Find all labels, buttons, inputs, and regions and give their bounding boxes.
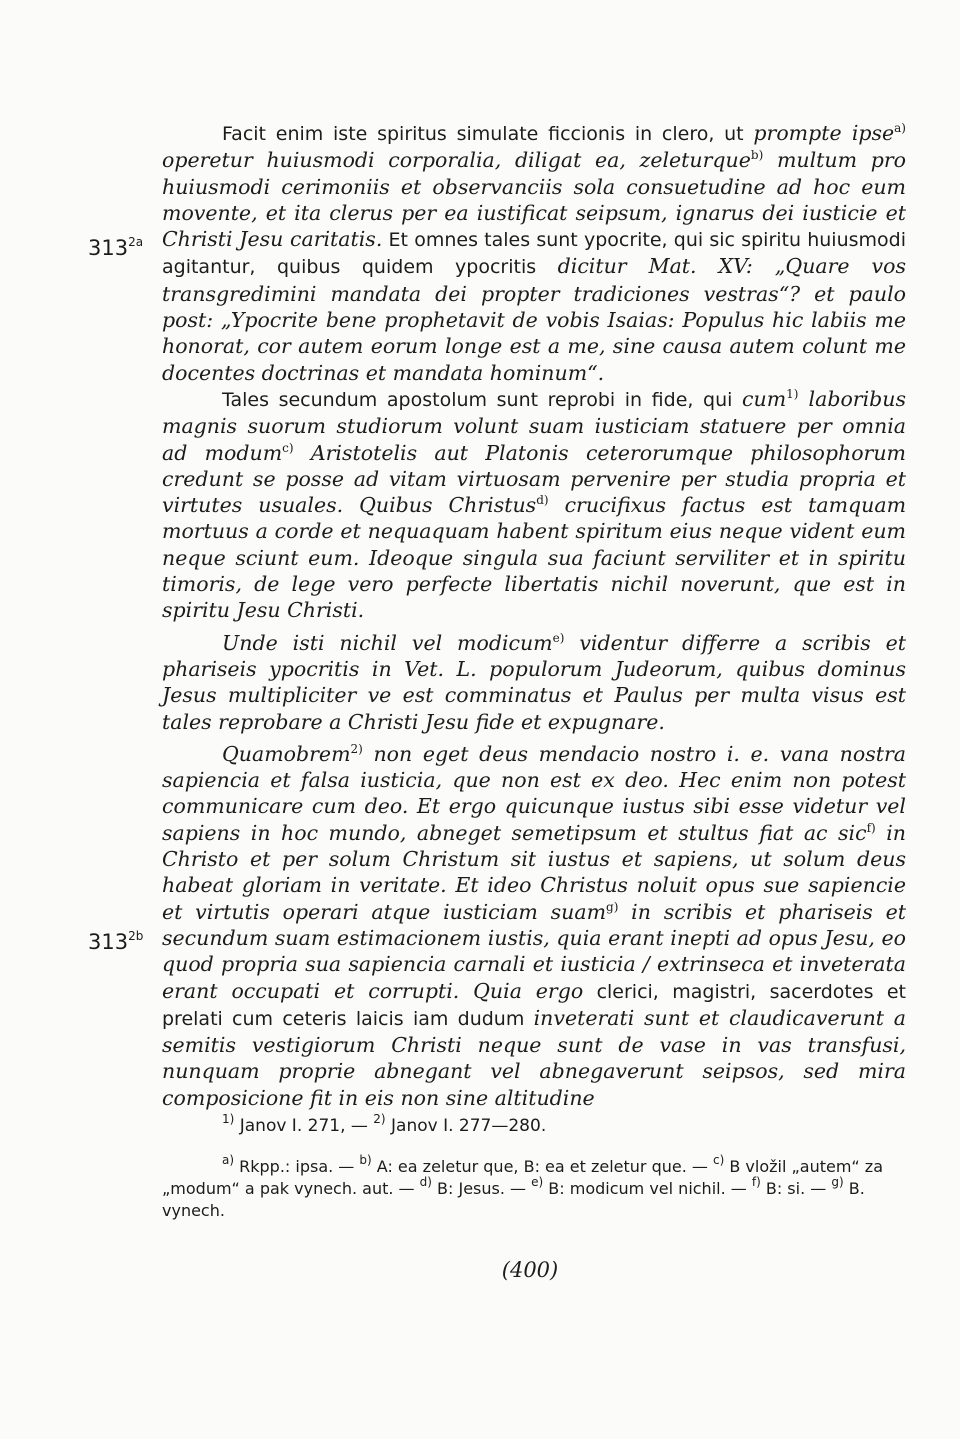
footnote-text: Janov I. 271, — — [234, 1116, 374, 1136]
footnote-mark: 2) — [373, 1112, 386, 1126]
footnote-text: Janov I. 277—280. — [385, 1116, 547, 1136]
paragraph-1: Facit enim iste spiritus simulate ficcionis in clero, ut prompte ipse$^{a)}$ operetur huiusmodi corporalia, diligat ea, zeleturque$^{b)}$ multum pro huiusmodi cerimoniis et observanciis sola consuetudine ad hoc eum movente, et ita clerus per ea iustificat seipsum, ignarus dei iusticie et Christi Jesu caritatis. Et omnes tales sunt ypocrite, qui sic spiritu huiusmodi agitantur, quibus quidem ypocritis dicitur Mat. XV: „Quare vos transgredimini mandata dei propter tradiciones vestras“? et paulo post: „Ypocrite bene prophetavit de vobis Isaias: Populus hic labiis me honorat, cor autem eorum longe est a me, sine causa autem colunt me docentes doctrinas et mandata hominum“. — [162, 121, 907, 385]
footnote-ref-2: 2) — [350, 741, 363, 756]
paragraph-2: Tales secundum apostolum sunt reprobi in fide, qui cum$^{1)}$ laboribus magnis suorum studiorum volunt suam iusticiam statuere per omnia ad modum$^{c)}$ Aristotelis aut Platonis ceterorumque philosophorum credunt se posse ad vitam virtuosam pervenire per studia propria et virtutes usuales. Quibus Christus$^{d)}$ crucifixus factus est tamquam mortuus a corde et nequaquam habent spiritum eius neque vident eum neque sciunt eum. Ideoque singula sua faciunt serviliter et in spiritu timoris, de lege vero perfecte libertatis nichil noverunt, que est in spiritu Jesu Christi. — [162, 386, 907, 623]
margin-reference-313-2a — [88, 236, 143, 260]
apparatus-text: $^{a)}$ Rkpp.: ipsa. — $^{b)}$ A: ea zeletur que, B: ea et zeletur que. — $^{c)}$ B vložil „autem“ za „modum“ a pak vynech. aut. — $^{d)}$ B: Jesus. — $^{e)}$ B: modicum vel nichil. — $^{f)}$ B: si. — $^{g)}$ B. vynech. — [162, 1153, 884, 1220]
paragraph-3: Unde isti nichil vel modicum$^{e)}$ videntur differre a scribis et phariseis ypocritis in Vet. L. populorum Judeorum, quibus dominus Jesus multipliciter ve est comminatus et Paulus per multa visus est tales reprobare a Christi Jesu fide et expugnare. — [162, 630, 906, 734]
footnote-ref-g: g) — [606, 899, 619, 914]
footnote-mark: 1) — [222, 1112, 235, 1126]
main-text — [162, 120, 906, 1111]
page-number: (400) — [501, 1258, 559, 1282]
margin-reference-number: 313 — [88, 930, 129, 954]
footnote-ref-f: f) — [866, 820, 876, 835]
margin-reference-number: 313 — [88, 236, 129, 260]
footnote-ref-b: b) — [750, 148, 764, 163]
footnotes-numeric — [222, 1114, 902, 1138]
footnotes-apparatus — [162, 1153, 906, 1222]
footnote-ref-a: a) — [894, 121, 906, 135]
footnote-ref-c: c) — [282, 440, 294, 455]
margin-reference-313-2b — [88, 930, 143, 954]
footnote-ref-d: d) — [536, 493, 549, 508]
footnote-ref-e: e) — [552, 630, 565, 645]
margin-reference-sup: 2a — [128, 235, 144, 249]
paragraph-4: Quamobrem$^{2)}$ non eget deus mendacio nostro i. e. vana nostra sapiencia et falsa iusticia, que non est ex deo. Hec enim non potest communicare cum deo. Et ergo quicunque iustus sibi esse videtur vel sapiens in hoc mundo, abneget semetipsum et stultus fiat ac sic$^{f)}$ in Christo et per solum Christum sit iustus et sapiens, ut solum deus habeat gloriam in veritate. Et ideo Christus noluit opus sue sapiencie et virtutis operari atque iusticiam suam$^{g)}$ in scribis et phariseis et secundum suam estimacionem iustis, quia erant inepti ad opus Jesu, eo quod propria sua sapiencia carnali et iusticia / extrinseca et inveterata erant occupati et corrupti. Quia ergo clerici, magistri, sacerdotes et prelati cum ceteris laicis iam dudum inveterati sunt et claudicaverunt a semitis vestigiorum Christi neque sunt de vase in vas transfusi, nunquam proprie abnegant vel abnegaverunt seipsos, sed mira composicione fit in eis non sine altitudine — [162, 741, 907, 1110]
margin-reference-sup: 2b — [128, 929, 144, 943]
footnote-ref-1: 1) — [786, 386, 799, 401]
